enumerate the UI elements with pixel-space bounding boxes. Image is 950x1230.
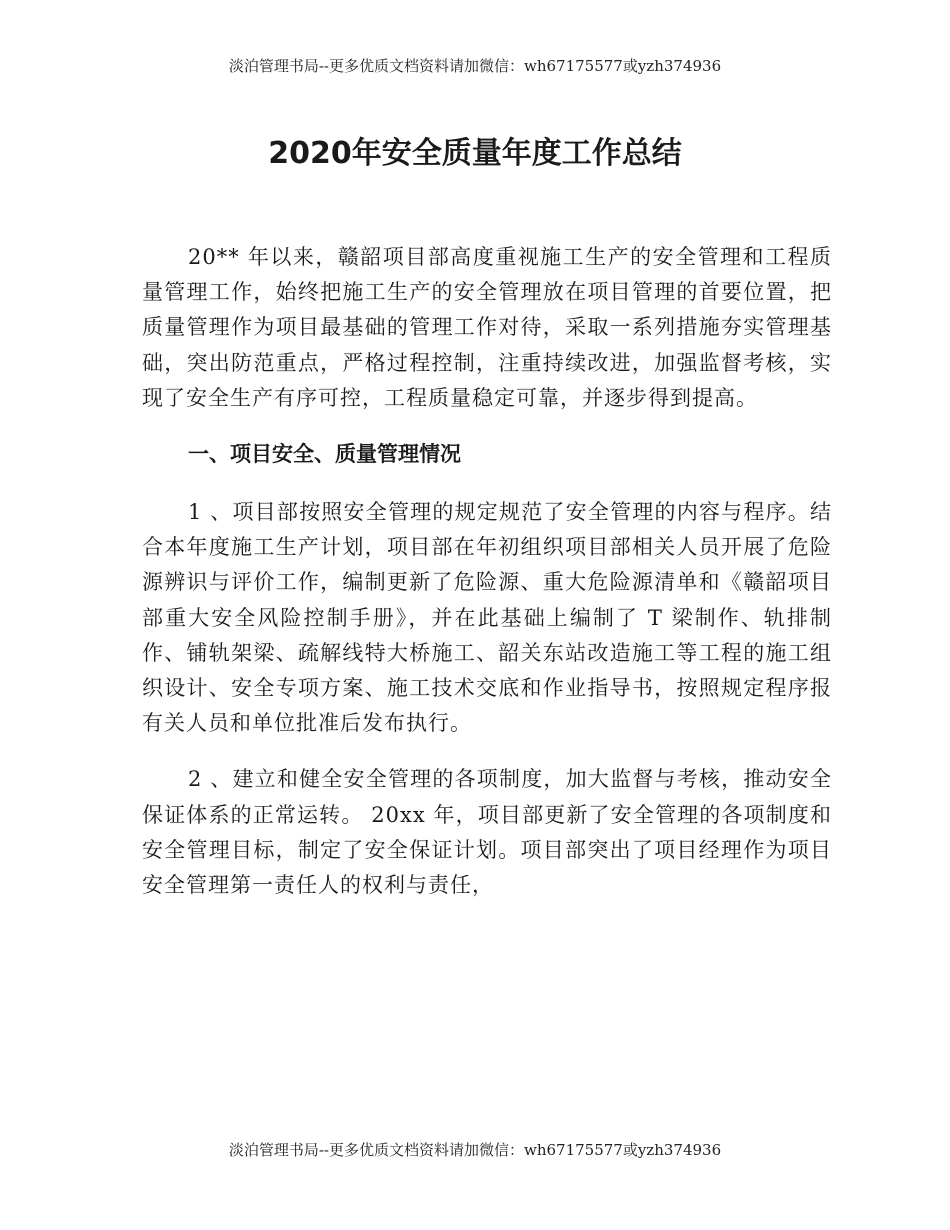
intro-paragraph: 20** 年以来，赣韶项目部高度重视施工生产的安全管理和工程质量管理工作，始终把施工生产的安全管理放在项目管理的首要位置，把质量管理作为项目最基础的管理工作对待，采取一系列措施夯实管理基础，突出防范重点，严格过程控制，注重持续改进，加强监督考核，实现了安全生产有序可控，工程质量稳定可靠，并逐步得到提高。 bbox=[142, 245, 832, 410]
page-header-note: 淡泊管理书局--更多优质文档资料请加微信：wh67175577或yzh374936 bbox=[228, 57, 722, 75]
document-body bbox=[142, 240, 832, 924]
page-footer-note: 淡泊管理书局--更多优质文档资料请加微信：wh67175577或yzh374936 bbox=[228, 1141, 722, 1159]
list-item-paragraph: 2 、建立和健全安全管理的各项制度，加大监督与考核，推动安全保证体系的正常运转。 20xx 年，项目部更新了安全管理的各项制度和安全管理目标，制定了安全保证计划。项目部突出了项目经理作为项目安全管理第一责任人的权利与责任， bbox=[142, 767, 832, 898]
document-title: 2020年安全质量年度工作总结 bbox=[268, 136, 682, 172]
list-item-paragraph: 1 、项目部按照安全管理的规定规范了安全管理的内容与程序。结合本年度施工生产计划，项目部在年初组织项目部相关人员开展了危险源辨识与评价工作，编制更新了危险源、重大危险源清单和《赣韶项目部重大安全风险控制手册》，并在此基础上编制了 T 梁制作、轨排制作、铺轨架梁、疏解线特大桥施工、韶关东站改造施工等工程的施工组织设计、安全专项方案、施工技术交底和作业指导书，按照规定程序报有关人员和单位批准后发布执行。 bbox=[142, 500, 832, 736]
section-heading: 一、项目安全、质量管理情况 bbox=[188, 442, 461, 467]
